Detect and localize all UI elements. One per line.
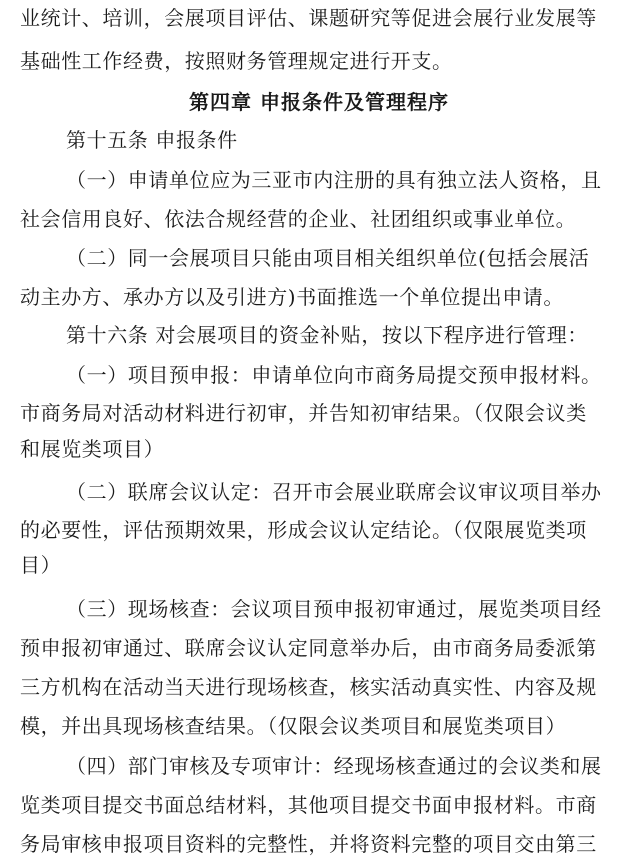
text-line: 基础性工作经费，按照财务管理规定进行开支。 bbox=[20, 49, 453, 73]
text-line: 动主办方、承办方以及引进方)书面推选一个单位提出申请。 bbox=[20, 285, 565, 309]
text-line: 览类项目提交书面总结材料，其他项目提交书面申报材料。市商 bbox=[20, 793, 597, 817]
text-line: 市商务局对活动材料进行初审，并告知初审结果。（仅限会议类 bbox=[20, 401, 587, 425]
text-line: 和展览类项目） bbox=[20, 437, 165, 461]
text-line: 预申报初审通过、联席会议认定同意举办后，由市商务局委派第 bbox=[20, 636, 597, 660]
text-line: 社会信用良好、依法合规经营的企业、社团组织或事业单位。 bbox=[20, 207, 577, 231]
text-line: 的必要性，评估预期效果，形成会议认定结论。（仅限展览类项 bbox=[20, 518, 587, 542]
text-line: （二）联席会议认定：召开市会展业联席会议审议项目举办 bbox=[66, 480, 602, 504]
article-heading: 第十六条 对会展项目的资金补贴，按以下程序进行管理： bbox=[66, 323, 588, 347]
text-line: 目） bbox=[20, 553, 62, 577]
chapter-heading: 第四章 申报条件及管理程序 bbox=[189, 90, 449, 114]
text-line: （四）部门审核及专项审计：经现场核查通过的会议类和展 bbox=[66, 754, 602, 778]
text-line: 模，并出具现场核查结果。（仅限会议类项目和展览类项目） bbox=[20, 714, 567, 738]
text-line: 三方机构在活动当天进行现场核查，核实活动真实性、内容及规 bbox=[20, 675, 597, 699]
article-heading: 第十五条 申报条件 bbox=[66, 128, 238, 152]
text-line: 务局审核申报项目资料的完整性，并将资料完整的项目交由第三 bbox=[20, 832, 597, 856]
text-line: （三）现场核查：会议项目预申报初审通过，展览类项目经 bbox=[66, 597, 602, 621]
text-line: （一）项目预申报：申请单位向市商务局提交预申报材料。 bbox=[66, 363, 602, 387]
text-line: 业统计、培训，会展项目评估、课题研究等促进会展行业发展等 bbox=[20, 6, 597, 30]
text-line: （二）同一会展项目只能由项目相关组织单位(包括会展活 bbox=[66, 246, 590, 270]
text-line: （一）申请单位应为三亚市内注册的具有独立法人资格，且 bbox=[66, 168, 602, 192]
